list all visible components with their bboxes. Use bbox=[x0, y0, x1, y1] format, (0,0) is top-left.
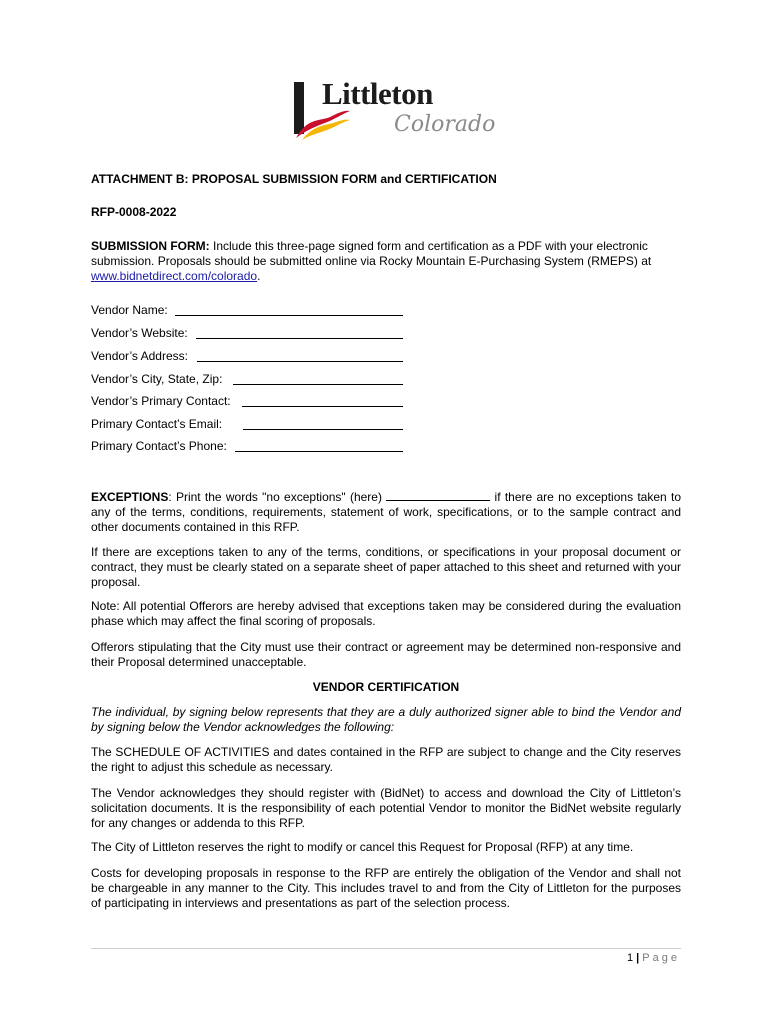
vendor-website-label: Vendor’s Website: bbox=[91, 326, 188, 340]
littleton-logo bbox=[292, 76, 496, 146]
attachment-title: ATTACHMENT B: PROPOSAL SUBMISSION FORM and CERTIFICATION bbox=[91, 172, 497, 186]
exceptions-paragraph-2: If there are exceptions taken to any of the terms, conditions, or specifications in your proposal document or contract, they must be clearly stated on a separate sheet of paper attached to this sheet and returned with your proposal. bbox=[91, 545, 681, 589]
exceptions-text-b: if there are no exceptions taken to any of the terms, conditions, requirements, statement of work, specifications, or to the sample contract and other documents contained in this RFP. bbox=[91, 490, 681, 534]
certification-paragraph-2: The Vendor acknowledges they should register with (BidNet) to access and download the City of Littleton’s solicitation documents. It is the responsibility of each potential Vendor to monitor the BidNet website regularly for any changes or addenda to this RFP. bbox=[91, 786, 681, 830]
exceptions-paragraph bbox=[91, 490, 681, 535]
certification-paragraph-4: Costs for developing proposals in response to the RFP are entirely the obligation of the Vendor and shall not be chargeable in any manner to the City. This includes travel to and from the City of Littleton for the purposes of participating in interviews and presentations as part of the selection process. bbox=[91, 866, 681, 910]
footer-divider bbox=[91, 948, 681, 949]
contact-email-field[interactable] bbox=[243, 429, 403, 430]
submission-label: SUBMISSION FORM: bbox=[91, 239, 210, 253]
submission-end: . bbox=[257, 269, 261, 283]
vendor-city-label: Vendor’s City, State, Zip: bbox=[91, 372, 223, 386]
vendor-certification-title: VENDOR CERTIFICATION bbox=[312, 680, 460, 694]
logo-subtitle: Colorado bbox=[394, 112, 496, 137]
vendor-name-label: Vendor Name: bbox=[91, 303, 168, 317]
vendor-website-field[interactable] bbox=[196, 338, 403, 339]
contact-email-label: Primary Contact’s Email: bbox=[91, 417, 223, 431]
vendor-city-field[interactable] bbox=[233, 384, 403, 385]
certification-paragraph-1: The SCHEDULE OF ACTIVITIES and dates contained in the RFP are subject to change and the City reserves the right to adjust this schedule as necessary. bbox=[91, 745, 681, 774]
submission-paragraph bbox=[91, 239, 681, 284]
exceptions-text-a: : Print the words "no exceptions" (here) bbox=[168, 490, 387, 504]
bidnet-link[interactable]: www.bidnetdirect.com/colorado bbox=[91, 269, 258, 283]
page-number: 1 bbox=[626, 952, 634, 964]
logo-wordmark: Littleton bbox=[322, 76, 433, 111]
no-exceptions-field[interactable] bbox=[386, 490, 490, 501]
certification-paragraph-3: The City of Littleton reserves the right to modify or cancel this Request for Proposal (RFP) at any time. bbox=[91, 840, 634, 854]
page-footer bbox=[627, 952, 680, 964]
vendor-name-field[interactable] bbox=[175, 315, 403, 316]
vendor-contact-field[interactable] bbox=[242, 406, 403, 407]
exceptions-label: EXCEPTIONS bbox=[91, 490, 169, 504]
rfp-number: RFP-0008-2022 bbox=[91, 205, 177, 219]
exceptions-paragraph-4: Offerors stipulating that the City must use their contract or agreement may be determined non-responsive and their Proposal determined unacceptable. bbox=[91, 640, 681, 669]
page-separator: | bbox=[633, 952, 643, 964]
vendor-contact-label: Vendor’s Primary Contact: bbox=[91, 394, 231, 408]
contact-phone-label: Primary Contact’s Phone: bbox=[91, 439, 227, 453]
contact-phone-field[interactable] bbox=[235, 451, 403, 452]
certification-intro: The individual, by signing below represents that they are a duly authorized signer able to bind the Vendor and by signing below the Vendor acknowledges the following: bbox=[91, 705, 681, 734]
page-label: Page bbox=[642, 952, 680, 964]
submission-text: Include this three-page signed form and certification as a PDF with your electronic submission. Proposals should be submitted online via Rocky Mountain E-Purchasing System (RMEPS) at bbox=[91, 239, 652, 268]
vendor-address-label: Vendor’s Address: bbox=[91, 349, 188, 363]
vendor-address-field[interactable] bbox=[197, 361, 403, 362]
exceptions-note: Note: All potential Offerors are hereby advised that exceptions taken may be considered during the evaluation phase which may affect the final scoring of proposals. bbox=[91, 599, 681, 628]
